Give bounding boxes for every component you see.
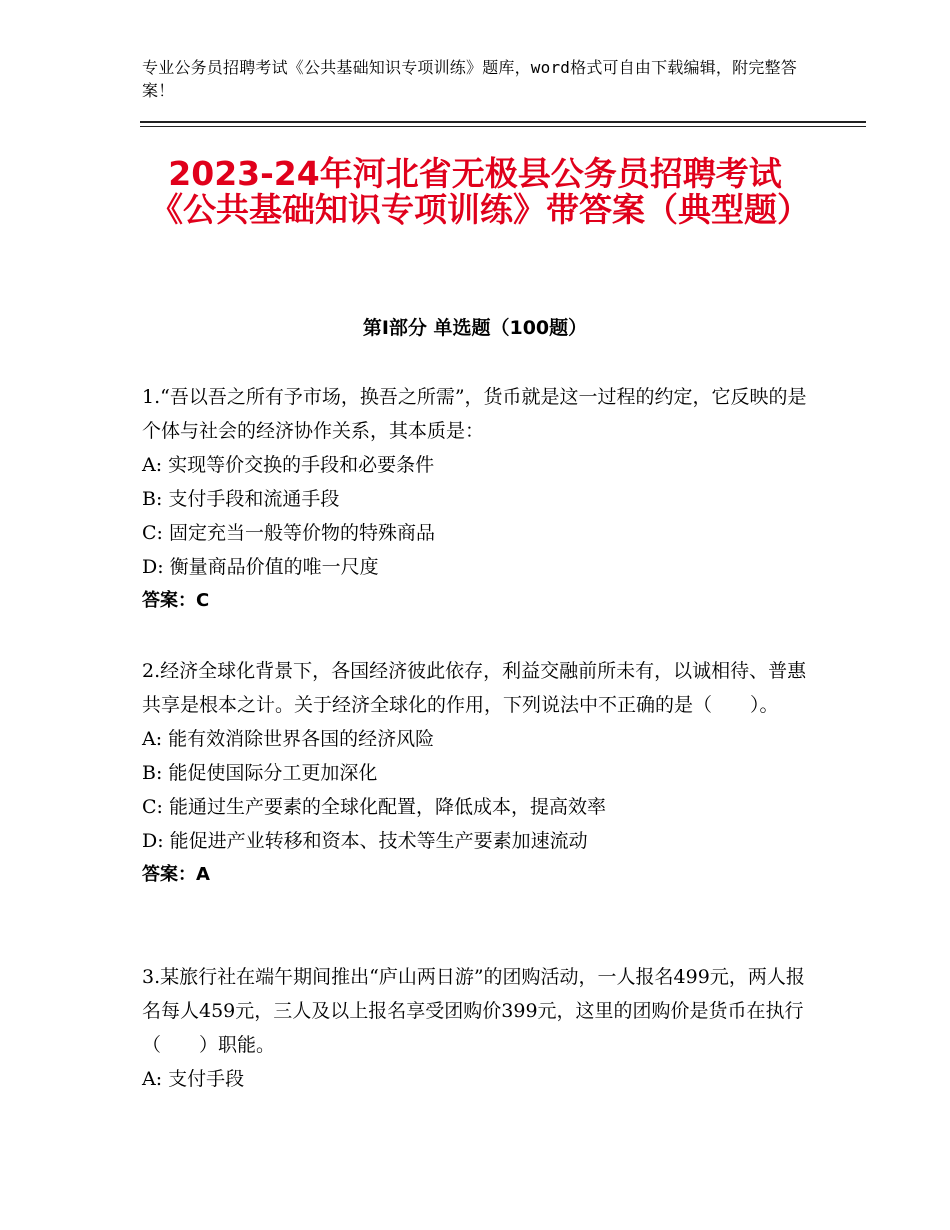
question-1 bbox=[142, 380, 812, 618]
question-3 bbox=[142, 960, 812, 1096]
answer-label: 答案：A bbox=[142, 864, 210, 885]
option-a: A: 实现等价交换的手段和必要条件 bbox=[142, 454, 435, 476]
option-c: C: 能通过生产要素的全球化配置，降低成本，提高效率 bbox=[142, 796, 606, 818]
question-stem: 2.经济全球化背景下，各国经济彼此依存，利益交融前所未有，以诚相待、普惠共享是根本之计。关于经济全球化的作用，下列说法中不正确的是（ ）。 bbox=[142, 660, 807, 716]
document-title: 2023-24年河北省无极县公务员招聘考试《公共基础知识专项训练》带答案（典型题） bbox=[150, 154, 810, 229]
option-d: D: 能促进产业转移和资本、技术等生产要素加速流动 bbox=[142, 830, 588, 852]
header-rule-thin bbox=[140, 126, 866, 127]
answer-label: 答案：C bbox=[142, 590, 210, 611]
option-b: B: 支付手段和流通手段 bbox=[142, 488, 340, 510]
option-c: C: 固定充当一般等价物的特殊商品 bbox=[142, 522, 435, 544]
header-note: 专业公务员招聘考试《公共基础知识专项训练》题库，word格式可自由下载编辑，附完整答案！ bbox=[142, 58, 797, 100]
option-d: D: 衡量商品价值的唯一尺度 bbox=[142, 556, 379, 578]
option-a: A: 能有效消除世界各国的经济风险 bbox=[142, 728, 435, 750]
option-a: A: 支付手段 bbox=[142, 1068, 245, 1090]
question-stem: 1.“吾以吾之所有予市场，换吾之所需”，货币就是这一过程的约定，它反映的是个体与社会的经济协作关系，其本质是： bbox=[142, 386, 807, 442]
question-2 bbox=[142, 654, 812, 892]
question-stem: 3.某旅行社在端午期间推出“庐山两日游”的团购活动，一人报名499元，两人报名每人459元，三人及以上报名享受团购价399元，这里的团购价是货币在执行（ ）职能。 bbox=[142, 966, 805, 1056]
header-rule-thick bbox=[140, 121, 866, 123]
section-title: 第Ⅰ部分 单选题（100题） bbox=[362, 317, 588, 339]
option-b: B: 能促使国际分工更加深化 bbox=[142, 762, 378, 784]
